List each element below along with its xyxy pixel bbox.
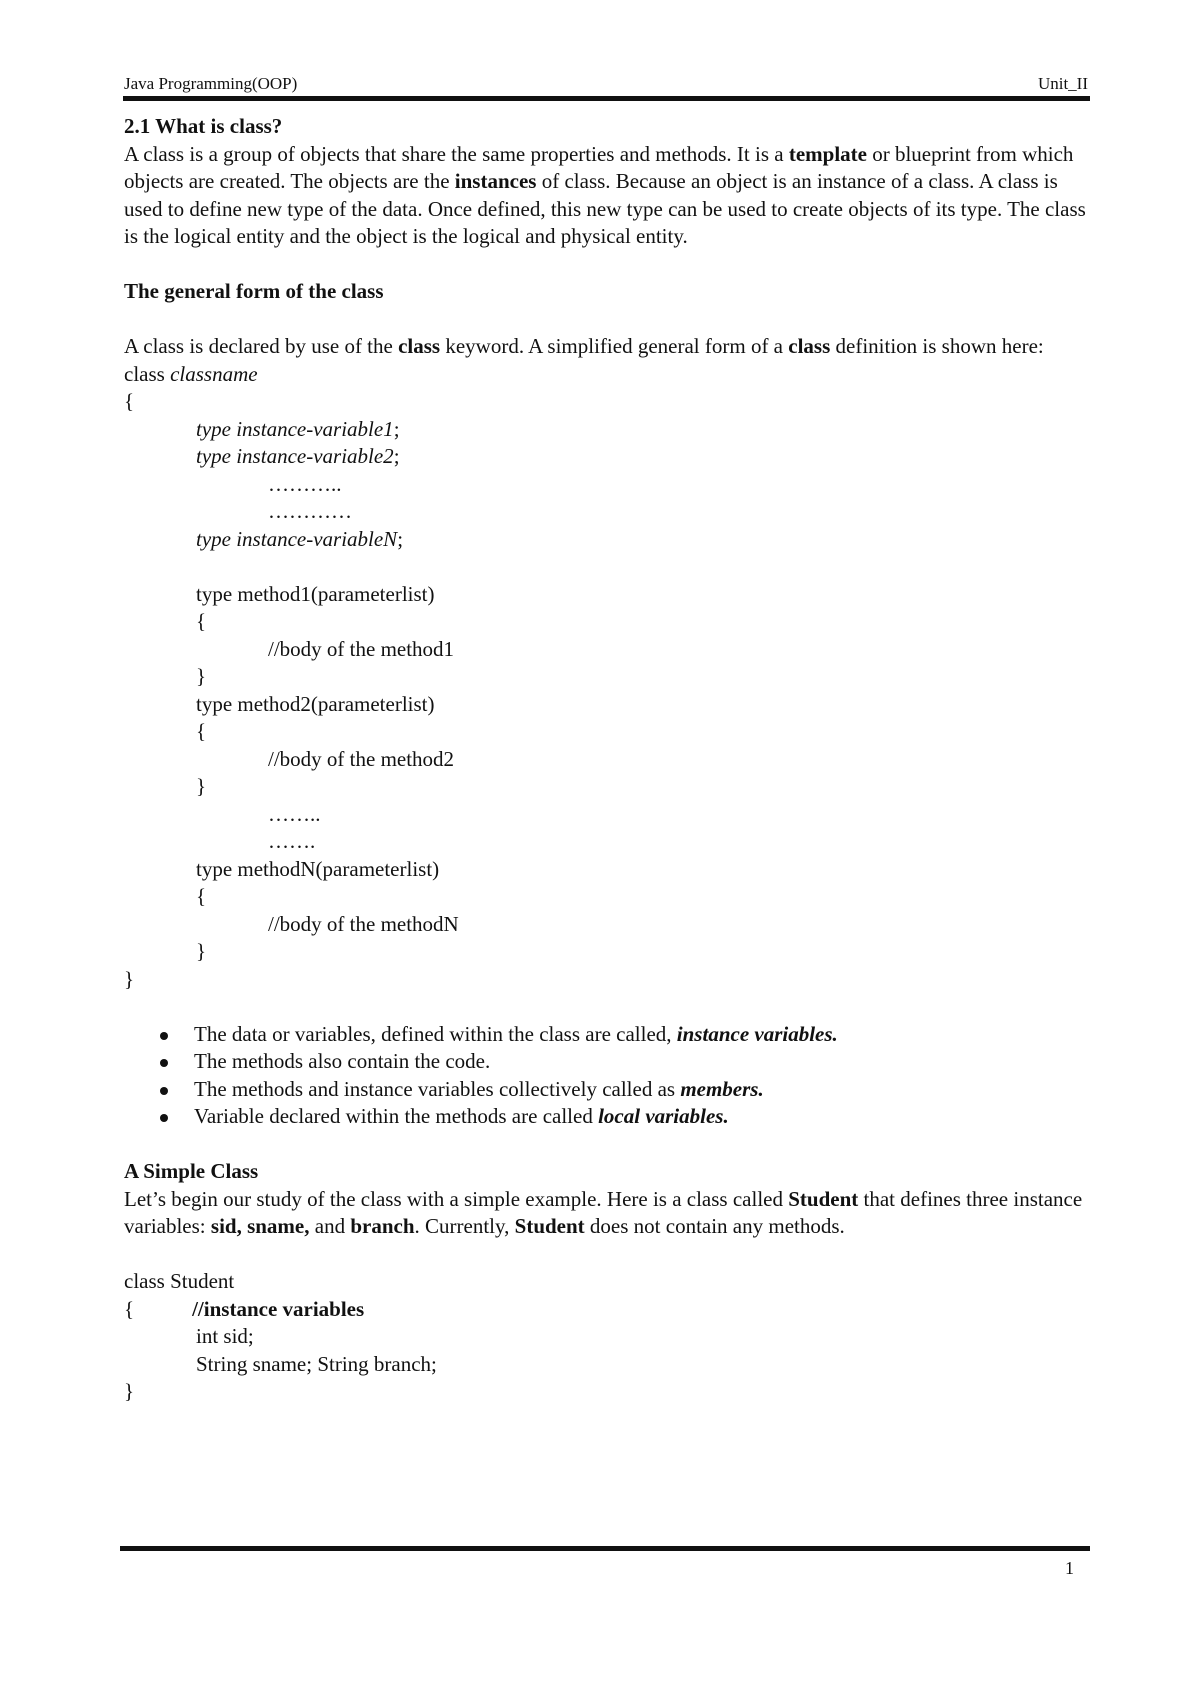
list-item: The methods also contain the code. xyxy=(124,1048,1090,1076)
list-item: Variable declared within the methods are called local variables. xyxy=(124,1103,1090,1131)
simple-class-paragraph: Let’s begin our study of the class with a simple example. Here is a class called Student that defines three instance variables: sid, sname, and branch. Currently, Student does not contain any methods. xyxy=(124,1186,1083,1238)
section-heading-simple-class: A Simple Class xyxy=(124,1159,259,1183)
class-definition-paragraph: A class is a group of objects that share the same properties and methods. It is a template or blueprint from which objects are created. The objects are the instances of class. Because an object is an instance of a class. A class is used to define new type of the data. Once defined, this new type can be used to create objects of its type. The class is the logical entity and the object is the logical and physical entity. xyxy=(124,141,1086,248)
section-heading-general-form: The general form of the class xyxy=(124,279,384,303)
header-rule xyxy=(123,96,1090,101)
general-form-paragraph: A class is declared by use of the class keyword. A simplified general form of a class definition is shown here: xyxy=(124,334,1044,358)
student-class-code-block: class Student { //instance variables int sid; String sname; String branch; } xyxy=(124,1269,437,1403)
header-unit: Unit_II xyxy=(1037,74,1088,93)
page-header xyxy=(124,74,1088,94)
class-terms-list xyxy=(124,1021,1090,1131)
list-item: The methods and instance variables collectively called as members. xyxy=(124,1076,1090,1104)
general-form-code-block: class classname { type instance-variable1; type instance-variable2; ……….. ………… type instance-variableN; type method1(parameterlist) { //body of the method1 } type method2(parameterlist) { //body of the method2 } …….. ……. type methodN(parameterlist) { //body of the methodN } } xyxy=(124,361,459,991)
footer-rule xyxy=(120,1546,1090,1551)
header-course-title: Java Programming(OOP) xyxy=(124,74,298,93)
page-content xyxy=(124,113,1090,1406)
section-heading-what-is-class: 2.1 What is class? xyxy=(124,114,283,138)
page-number: 1 xyxy=(1065,1558,1074,1578)
list-item: The data or variables, defined within the class are called, instance variables. xyxy=(124,1021,1090,1049)
